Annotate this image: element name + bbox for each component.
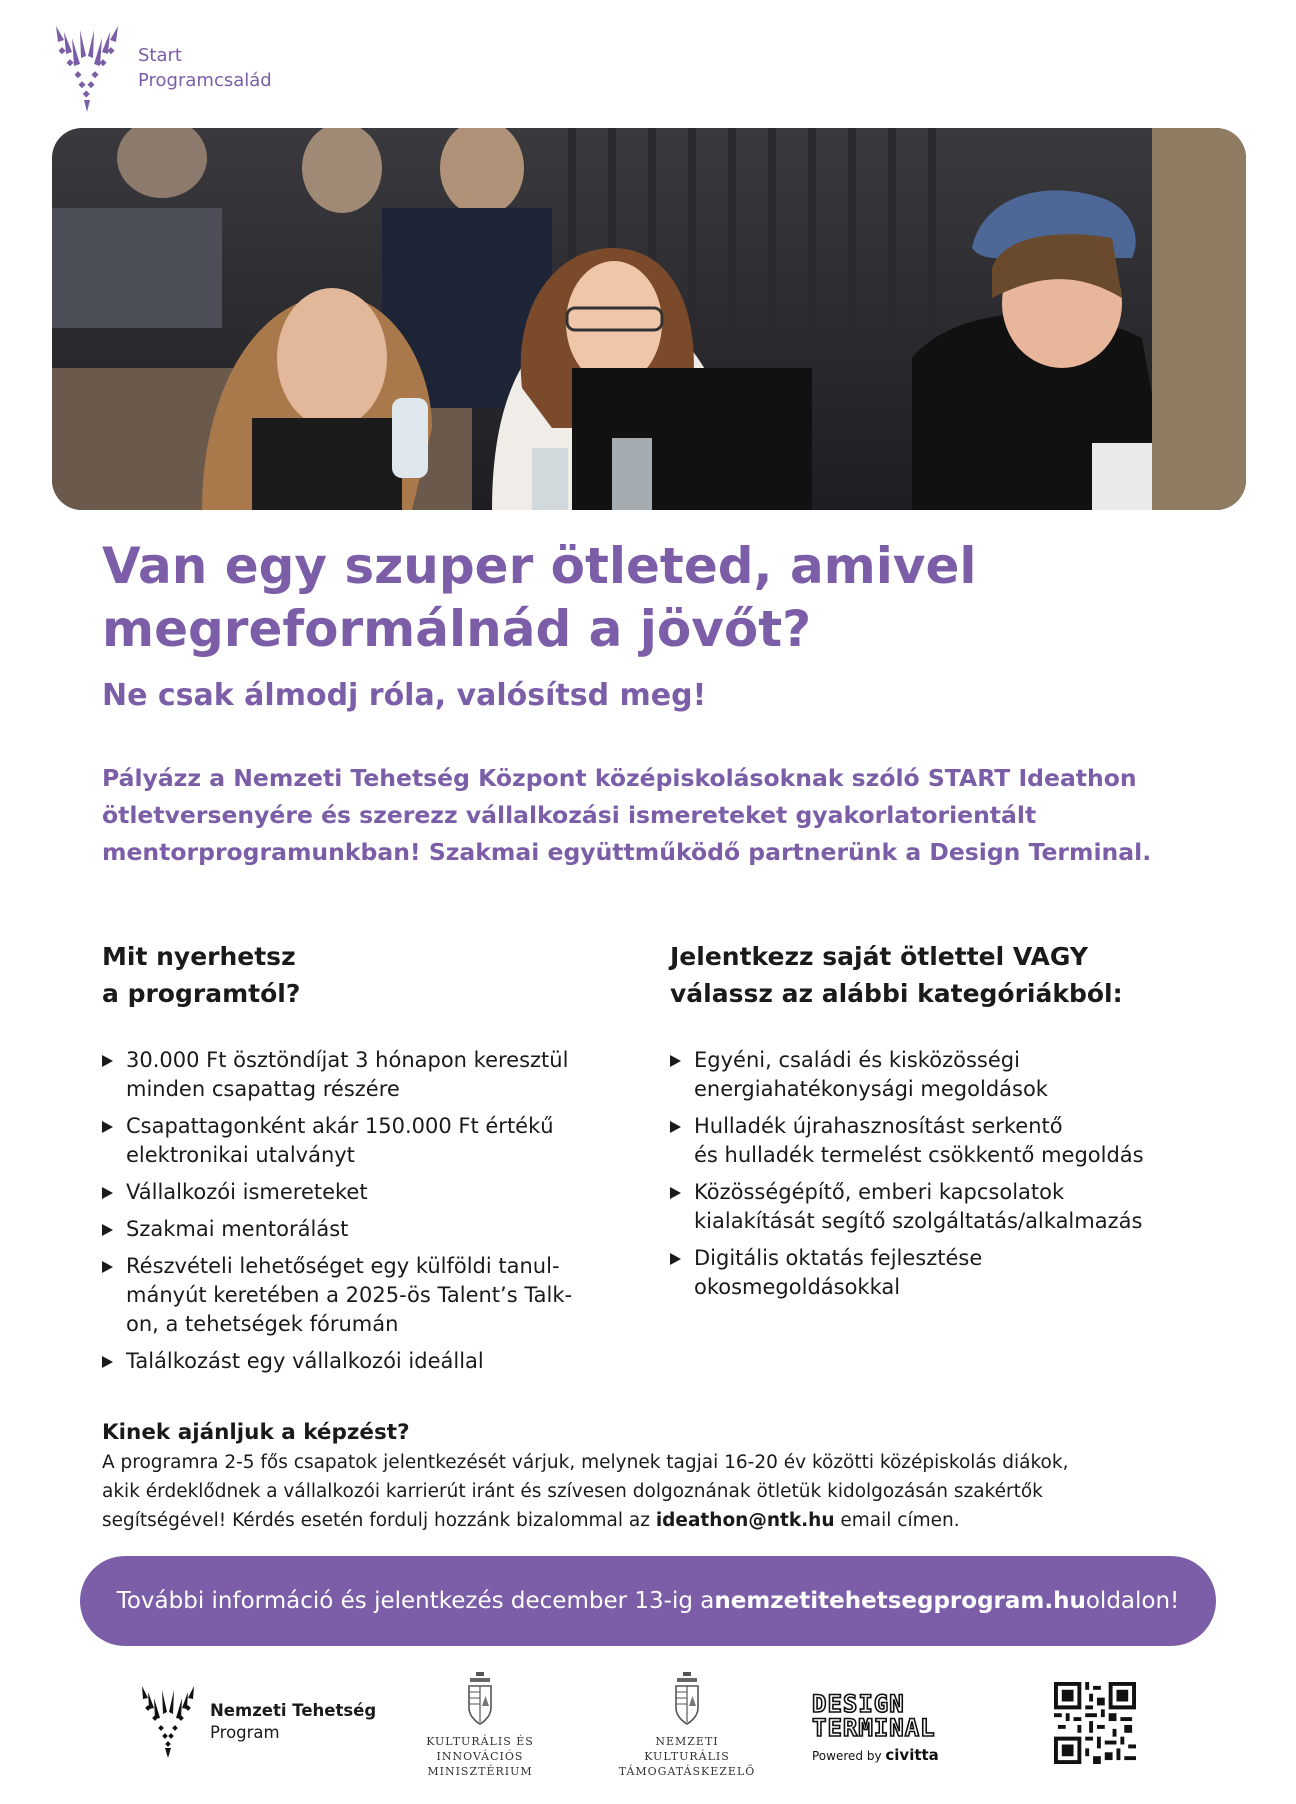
list-item: Szakmai mentorálást: [102, 1215, 622, 1244]
benefits-list: [102, 1046, 622, 1376]
logo-line-1: Start: [138, 45, 182, 66]
headline: [102, 535, 1202, 661]
categories-section: [670, 938, 1230, 1310]
bullet-triangle-icon: [102, 1224, 113, 1236]
categories-list: [670, 1046, 1230, 1302]
intro-line-2: ötletversenyére és szerezz vállalkozási ismereteket gyakorlatorientált: [102, 801, 1037, 829]
list-item: Digitális oktatás fejlesztése okosmegoldásokkal: [670, 1244, 1230, 1302]
recommend-title: Kinek ajánljuk a képzést?: [102, 1420, 410, 1445]
subheadline: Ne csak álmodj róla, valósítsd meg!: [102, 678, 707, 713]
dt-line-2: TERMINAL: [812, 1714, 936, 1742]
ministry-logo-kim: KULTURÁLIS ÉS INNOVÁCIÓS MINISZTÉRIUM: [390, 1672, 570, 1779]
list-item: 30.000 Ft ösztöndíjat 3 hónapon keresztül minden csapattag részére: [102, 1046, 622, 1104]
list-item: Közösségépítő, emberi kapcsolatok kialakítását segítő szolgáltatás/alkalmazás: [670, 1178, 1230, 1236]
coat-of-arms-icon: [465, 1672, 495, 1726]
ntp-logo-icon: [138, 1684, 198, 1760]
email-link[interactable]: ideathon@ntk.hu: [655, 1510, 835, 1531]
recommend-section: [102, 1418, 1202, 1535]
ntp-line-1: Nemzeti Tehetség: [210, 1701, 377, 1720]
bullet-triangle-icon: [102, 1187, 113, 1199]
intro-line-3: mentorprogramunkban! Szakmai együttműködő partnerünk a Design Terminal.: [102, 838, 1152, 866]
civitta-text: civitta: [885, 1746, 939, 1764]
intro-line-1: Pályázz a Nemzeti Tehetség Központ középiskolásoknak szóló START Ideathon: [102, 764, 1137, 792]
bullet-triangle-icon: [670, 1121, 681, 1133]
ministry-logo-nkt: NEMZETI KULTURÁLIS TÁMOGATÁSKEZELŐ: [612, 1672, 762, 1779]
recommend-text: A programra 2-5 fős csapatok jelentkezését várjuk, melynek tagjai 16-20 év közötti középiskolás diákok, akik érdeklődnek a vállalkozói karrierút iránt és szívesen dolgoznának ötletük kidolgozásán szakértők segítségével! Kérdés esetén fordulj hozzánk bizalommal az ideathon@ntk.hu email címen.: [102, 1452, 1069, 1531]
website-link[interactable]: nemzetitehetsegprogram.hu: [714, 1588, 1086, 1614]
list-item: Részvételi lehetőséget egy külföldi tanul- mányút keretében a 2025-ös Talent’s Talk- on, a tehetségek fórumán: [102, 1252, 622, 1339]
bullet-triangle-icon: [102, 1055, 113, 1067]
list-item: Hulladék újrahasznosítást serkentő és hulladék termelést csökkentő megoldás: [670, 1112, 1230, 1170]
hero-photo: [52, 128, 1246, 510]
start-programcsalad-logo: [50, 22, 272, 114]
logo-line-2: Programcsalád: [138, 70, 272, 91]
bullet-triangle-icon: [670, 1187, 681, 1199]
categories-title: Jelentkezz saját ötlettel VAGY válassz az alábbi kategóriákból:: [670, 942, 1123, 1008]
list-item: Találkozást egy vállalkozói ideállal: [102, 1347, 622, 1376]
benefits-title: Mit nyerhetsz a programtól?: [102, 942, 301, 1008]
start-logo-icon: [50, 22, 124, 114]
list-item: Csapattagonként akár 150.000 Ft értékű elektronikai utalványt: [102, 1112, 622, 1170]
intro-paragraph: [102, 760, 1212, 871]
bullet-triangle-icon: [670, 1055, 681, 1067]
headline-line-2: megreformálnád a jövőt?: [102, 600, 812, 658]
ntp-line-2: Program: [210, 1723, 280, 1742]
bullet-triangle-icon: [102, 1261, 113, 1273]
list-item: Vállalkozói ismereteket: [102, 1178, 622, 1207]
dt-line-1: DESIGN: [812, 1690, 905, 1718]
bullet-triangle-icon: [102, 1356, 113, 1368]
cta-banner: További információ és jelentkezés december 13-ig a nemzetitehetsegprogram.hu oldalon!: [80, 1556, 1216, 1646]
bullet-triangle-icon: [102, 1121, 113, 1133]
benefits-section: [102, 938, 622, 1384]
list-item: Egyéni, családi és kisközösségi energiahatékonysági megoldások: [670, 1046, 1230, 1104]
qr-code-icon[interactable]: [1054, 1682, 1136, 1764]
coat-of-arms-icon: [672, 1672, 702, 1726]
design-terminal-logo: DESIGN TERMINAL Powered by civitta: [812, 1690, 939, 1764]
ntp-logo: [138, 1684, 376, 1760]
bullet-triangle-icon: [670, 1253, 681, 1265]
headline-line-1: Van egy szuper ötleted, amivel: [102, 537, 977, 595]
